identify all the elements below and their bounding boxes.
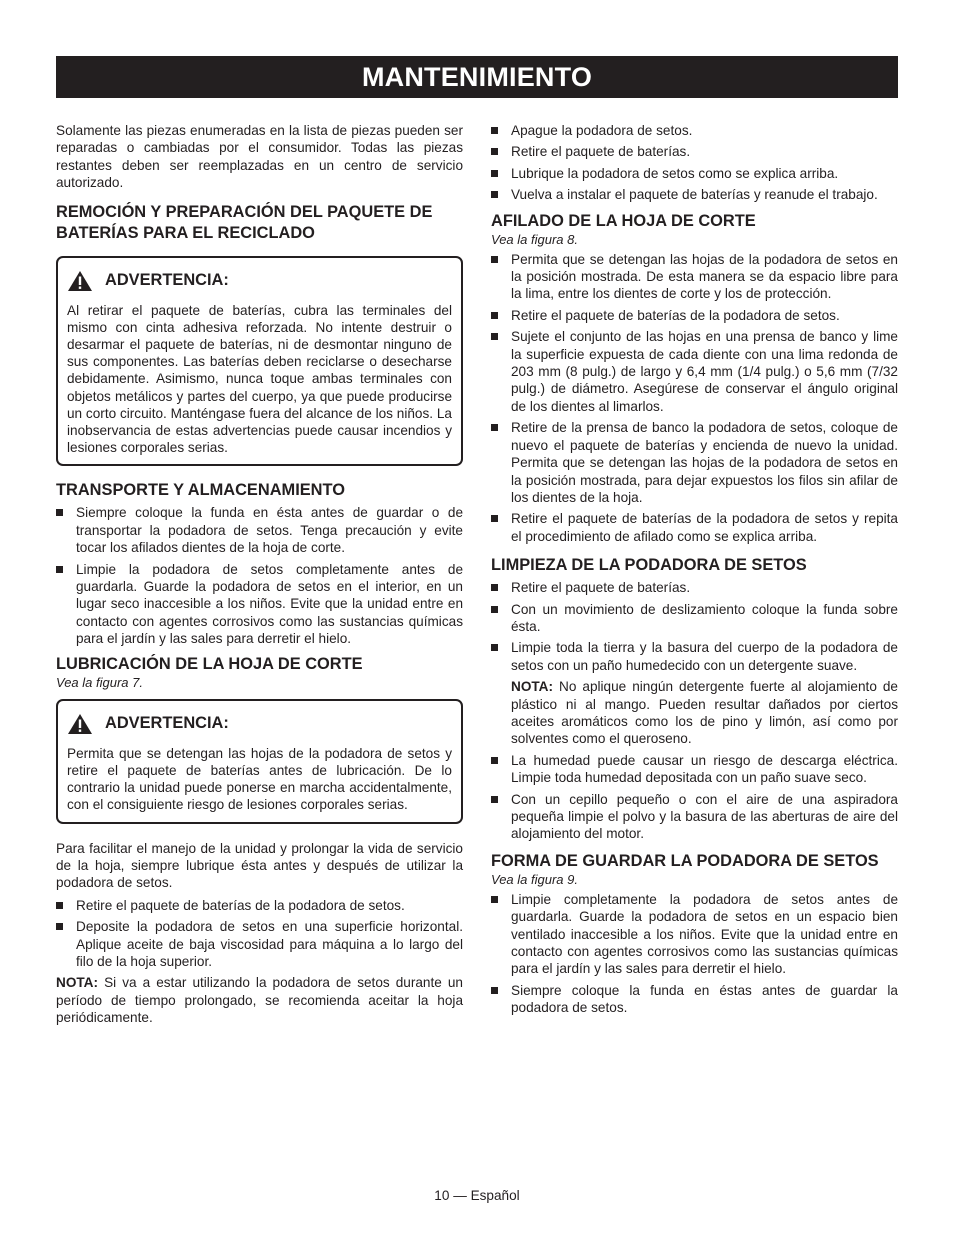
- bullet-square-icon: [491, 148, 498, 155]
- afilado-list: [491, 251, 898, 546]
- bullet-square-icon: [491, 606, 498, 613]
- list-item: Permita que se detengan las hojas de la podadora de setos en la posición mostrada. De esta manera se da espacio libre para la lima, entre los dientes de corte y los de protección.: [491, 251, 898, 303]
- transporte-list: [56, 504, 463, 647]
- section-title-remocion: REMOCIÓN Y PREPARACIÓN DEL PAQUETE DE BATERÍAS PARA EL RECICLADO: [56, 202, 433, 242]
- lubrication-paragraph: Para facilitar el manejo de la unidad y prolongar la vida de servicio de la hoja, siempre lubrique ésta antes y después de utilizar la podadora de setos.: [56, 840, 463, 891]
- section-title-transporte: TRANSPORTE Y ALMACENAMIENTO: [56, 481, 345, 500]
- list-item: Deposite la podadora de setos en una superficie horizontal. Aplique aceite de baja viscosidad para máquina a lo largo del filo de la hoja superior.: [56, 918, 463, 970]
- section-title-limpieza: LIMPIEZA DE LA PODADORA DE SETOS: [491, 556, 807, 575]
- lubricacion-list: [56, 897, 463, 971]
- list-item: Con un cepillo pequeño o con el aire de una aspiradora pequeña limpie el polvo y la basura de las aberturas de aire del alojamiento del motor.: [491, 791, 898, 843]
- warning-box-battery: [56, 256, 463, 467]
- warning-title: ADVERTENCIA:: [105, 714, 229, 732]
- note-paragraph: NOTA: Si va a estar utilizando la podadora de setos durante un período de tiempo prolongado, se recomienda aceitar la hoja periódicamente.: [56, 975, 463, 1026]
- page-title: MANTENIMIENTO: [56, 56, 898, 98]
- bullet-square-icon: [491, 333, 498, 340]
- note-label: NOTA:: [511, 679, 554, 695]
- guardar-list: [491, 891, 898, 1017]
- list-item: Siempre coloque la funda en éstas antes de guardar la podadora de setos.: [491, 982, 898, 1017]
- bullet-square-icon: [491, 191, 498, 198]
- bullet-square-icon: [491, 757, 498, 764]
- list-item: Retire el paquete de baterías.: [491, 579, 898, 596]
- list-item: Retire el paquete de baterías de la podadora de setos.: [56, 897, 463, 914]
- limpieza-list: [491, 579, 898, 674]
- list-item: Vuelva a instalar el paquete de baterías y reanude el trabajo.: [491, 186, 898, 203]
- bullet-square-icon: [491, 256, 498, 263]
- bullet-square-icon: [491, 987, 498, 994]
- bullet-square-icon: [491, 312, 498, 319]
- bullet-square-icon: [56, 509, 63, 516]
- section-title-afilado: AFILADO DE LA HOJA DE CORTE: [491, 211, 756, 230]
- bullet-square-icon: [491, 796, 498, 803]
- bullet-square-icon: [491, 644, 498, 651]
- warning-text: Permita que se detengan las hojas de la podadora de setos y retire el paquete de baterías antes de lubricación. De lo contrario la unidad puede ponerse en marcha accidentalmente, con el consiguiente riesgo de lesiones corporales serias.: [67, 745, 452, 813]
- limpieza-list-continued: [491, 752, 898, 843]
- right-column: [491, 122, 898, 1021]
- bullet-square-icon: [491, 127, 498, 134]
- bullet-square-icon: [491, 170, 498, 177]
- left-column: [56, 122, 463, 1032]
- list-item: Con un movimiento de deslizamiento coloque la funda sobre ésta.: [491, 601, 898, 636]
- warning-box-lubrication: [56, 699, 463, 824]
- list-item: La humedad puede causar un riesgo de descarga eléctrica. Limpie toda humedad depositada con un paño suave seco.: [491, 752, 898, 787]
- list-item: Limpie toda la tierra y la basura del cuerpo de la podadora de setos con un paño humedecido con un detergente suave.: [491, 639, 898, 674]
- bullet-square-icon: [56, 566, 63, 573]
- bullet-square-icon: [491, 424, 498, 431]
- warning-title: ADVERTENCIA:: [105, 270, 229, 289]
- list-item: Lubrique la podadora de setos como se explica arriba.: [491, 165, 898, 182]
- note-paragraph: NOTA: No aplique ningún detergente fuerte al alojamiento de plástico ni al mango. Pueden resultar dañados por ciertos aceites aromáticos como los de pino y limón, así como por solventes como el queroseno.: [511, 679, 898, 747]
- bullet-square-icon: [491, 584, 498, 591]
- list-item: Retire el paquete de baterías.: [491, 143, 898, 160]
- list-item: Sujete el conjunto de las hojas en una prensa de banco y lime la superficie expuesta de cada diente con una lima redonda de 203 mm (8 pulg.) de largo y 6,4 mm (1/4 pulg.) o 5,6 mm (7/32 pulg.) de diámetro. Asegúrese de conservar el ángulo original de los dientes al limarlos.: [491, 328, 898, 415]
- figure-reference: Vea la figura 8.: [491, 231, 578, 247]
- intro-paragraph: Solamente las piezas enumeradas en la lista de piezas pueden ser reparadas o cambiadas por el consumidor. Todas las piezas restantes deben ser reemplazadas en un centro de servicio autorizado.: [56, 123, 463, 191]
- figure-reference: Vea la figura 9.: [491, 871, 578, 887]
- section-title-guardar: FORMA DE GUARDAR LA PODADORA DE SETOS: [491, 851, 879, 870]
- lubrication-steps-list: [491, 122, 898, 204]
- page-footer: 10 — Español: [434, 1188, 520, 1203]
- bullet-square-icon: [56, 923, 63, 930]
- list-item: Apague la podadora de setos.: [491, 122, 898, 139]
- note-label: NOTA:: [56, 975, 99, 991]
- list-item: Limpie completamente la podadora de setos antes de guardarla. Guarde la podadora de setos en un espacio bien ventilado inaccesible a los niños. Evite que la unidad entre en contacto con agentes corrosivos como las sustancias químicas para el jardín y las sales para derretir el hielo.: [491, 891, 898, 978]
- bullet-square-icon: [491, 896, 498, 903]
- list-item: Limpie la podadora de setos completamente antes de guardarla. Guarde la podadora de setos en el interior, en un lugar seco inaccesible a los niños. Evite que la unidad entre en contacto con agentes corrosivos como las sustancias químicas para el jardín y las sales para derretir el hielo.: [56, 561, 463, 648]
- list-item: Retire el paquete de baterías de la podadora de setos y repita el procedimiento de afilado como se explica arriba.: [491, 510, 898, 545]
- warning-text: Al retirar el paquete de baterías, cubra las terminales del mismo con cinta adhesiva reforzada. No intente destruir o desarmar el paquete de baterías, ni de desmontar ninguno de sus componentes. Las baterías deben reciclarse o desecharse debidamente. Asimismo, nunca toque ambas terminales con objetos metálicos y partes del cuerpo, ya que puede producirse un corto circuito. Manténgase fuera del alcance de los niños. La inobservancia de estas advertencias puede causar incendios y lesiones corporales serias.: [67, 302, 452, 456]
- warning-triangle-icon: [67, 713, 93, 735]
- list-item: Retire el paquete de baterías de la podadora de setos.: [491, 307, 898, 324]
- bullet-square-icon: [56, 902, 63, 909]
- section-title-lubricacion: LUBRICACIÓN DE LA HOJA DE CORTE: [56, 654, 363, 673]
- bullet-square-icon: [491, 515, 498, 522]
- warning-triangle-icon: [67, 270, 93, 292]
- list-item: Siempre coloque la funda en ésta antes de guardar o de transportar la podadora de setos. Tenga precaución y evite tocar los afilados dientes de la hoja de corte.: [56, 504, 463, 556]
- figure-reference: Vea la figura 7.: [56, 674, 143, 690]
- list-item: Retire de la prensa de banco la podadora de setos, coloque de nuevo el paquete de baterías y encienda de nuevo la unidad. Permita que se detengan las hojas de la podadora de setos en la posición mostrada, para dejar expuestos los filos sin afilar de los dientes de la hoja.: [491, 419, 898, 506]
